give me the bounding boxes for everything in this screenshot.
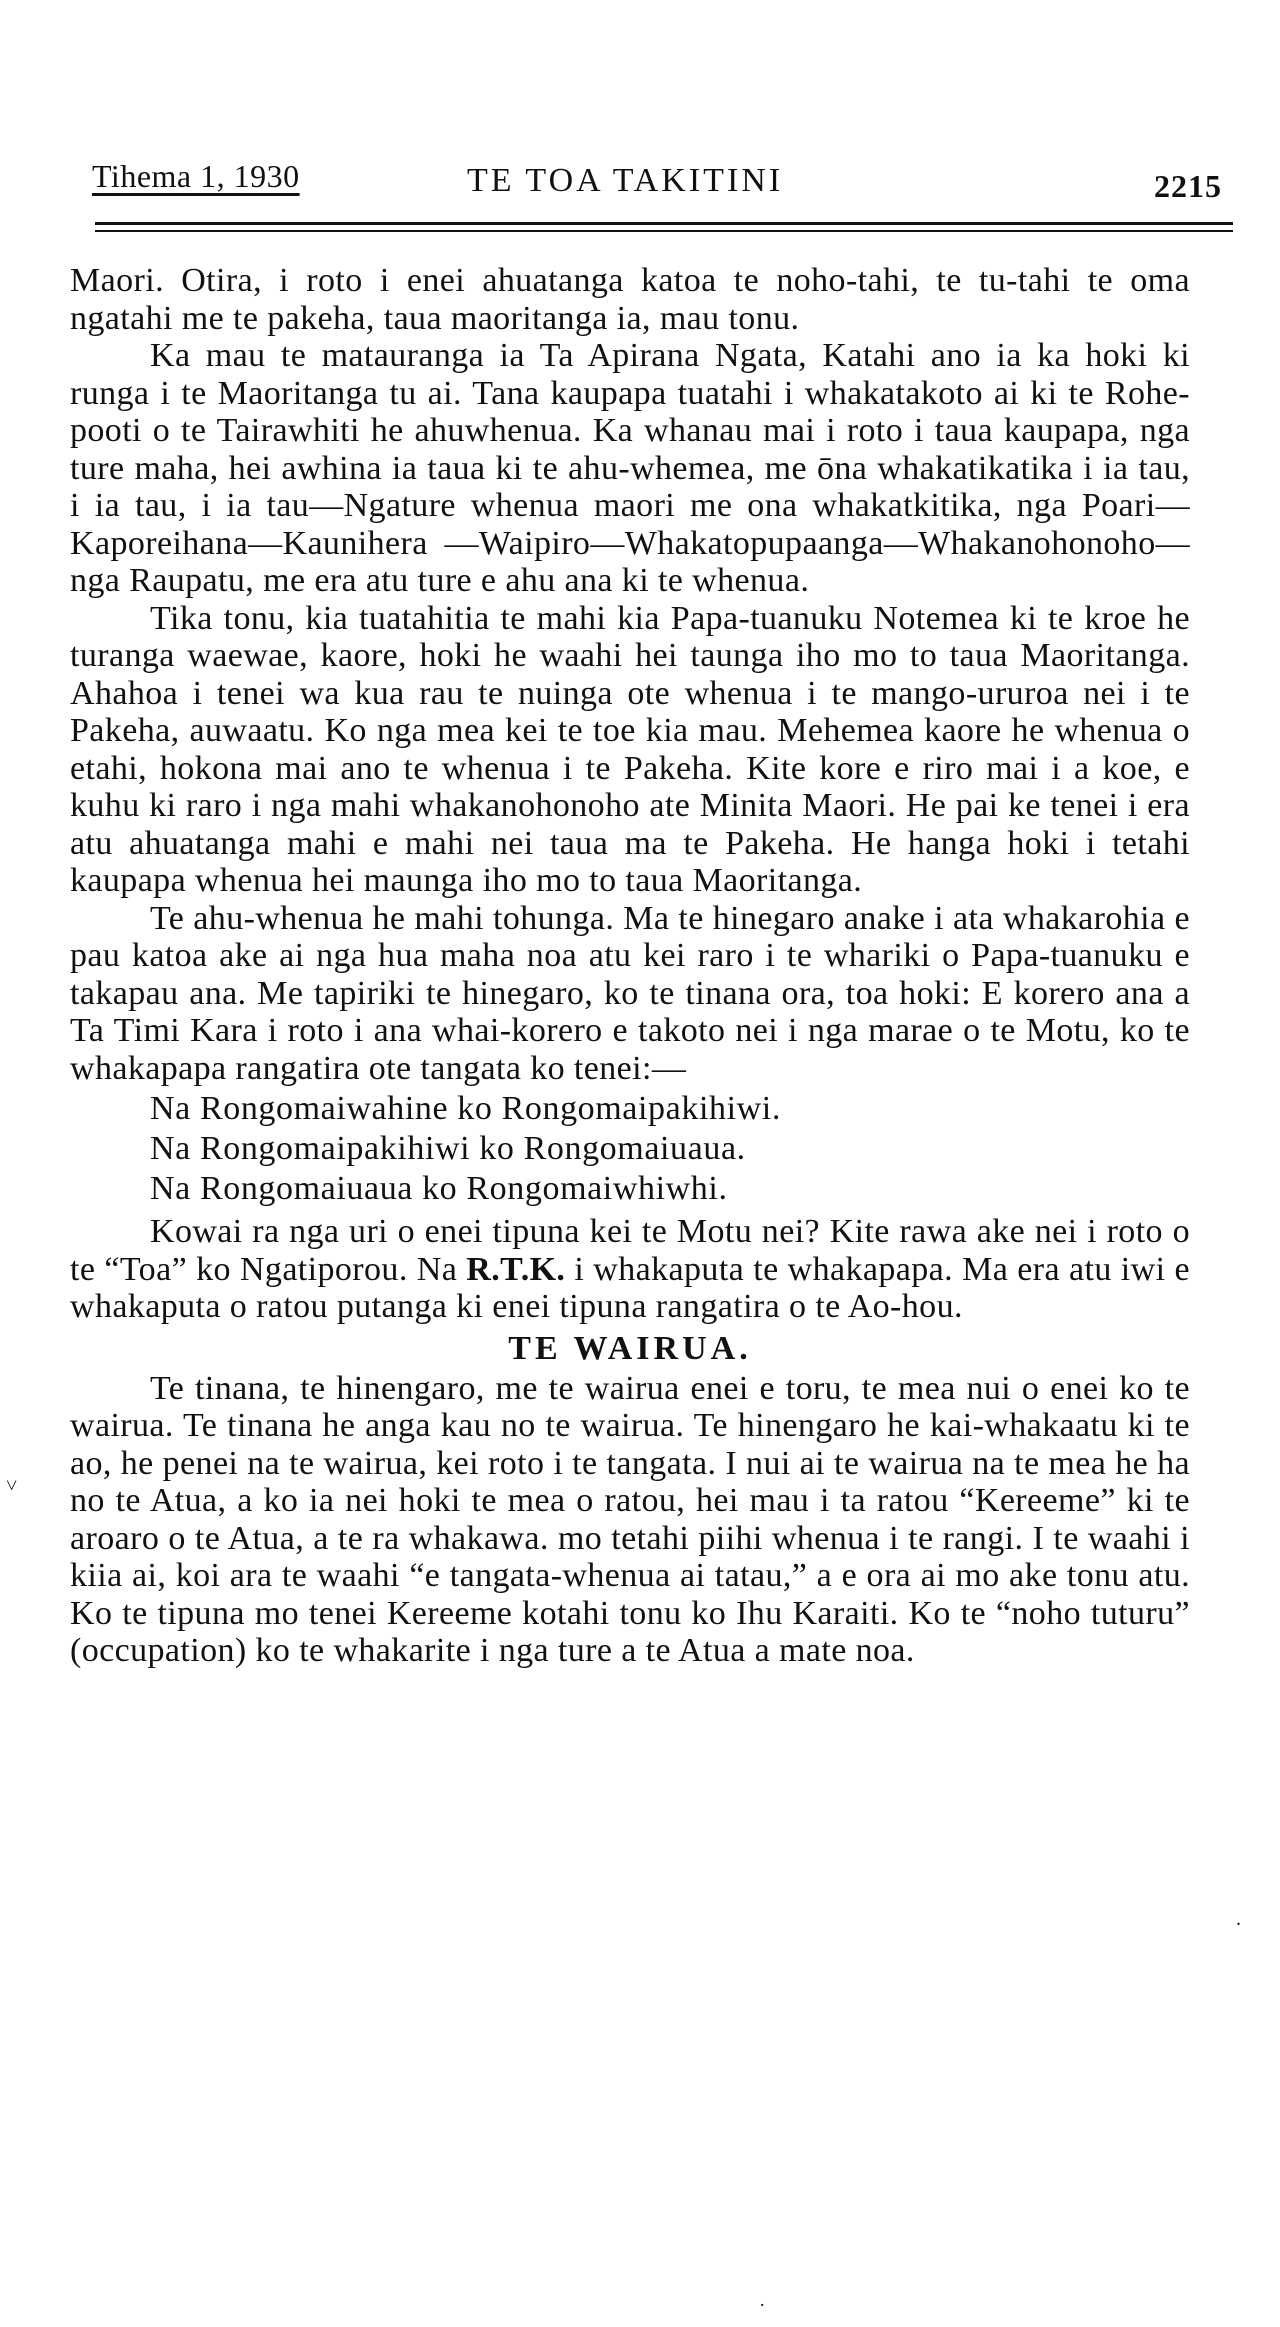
footer-dot: . — [760, 2290, 765, 2310]
paragraph-4: Te ahu-whenua he mahi tohunga. Ma te hinegaro anake i ata whakarohia e pau katoa ake ai nga hua maha noa atu kei raro i te whariki o Papa-tuanuku e takapau ana. Me tapiriki te hinegaro, ko te tinana ora, toa hoki: E korero ana a Ta Timi Kara i roto i ana whai-korero e takoto nei i nga marae o te Motu, ko te whakapapa rangatira ote tangata ko tenei:— — [70, 899, 1190, 1087]
paragraph-6: Te tinana, te hinengaro, me te wairua enei e toru, te mea nui o enei ko te wairua. Te tinana he anga kau no te wairua. Te hinengaro he kai-whakaatu ki te ao, he penei na te wairua, kei roto i te tangata. I nui ai te wairua na te mea he ha no te Atua, a ko ia nei hoki te mea o ratou, hei mau i ta ratou “Kereeme” ki te aroaro o te Atua, a te ra whakawa. mo tetahi piihi whenua i te rangi. I te waahi i kiia ai, koi ara te waahi “e tangata-whenua ai tatau,” a e ora ai mo ake tonu atu. Ko te tipuna mo tenei Kereeme kotahi tonu ko Ihu Karaiti. Ko te “noho tuturu” (occupation) ko te whakarite i nga ture a te Atua a mate noa. — [70, 1369, 1190, 1669]
genealogy-list — [150, 1089, 1190, 1209]
page-header — [92, 158, 1232, 228]
article-body — [70, 262, 1190, 1670]
header-title: TE TOA TAKITINI — [467, 162, 784, 199]
margin-mark: ˅ — [6, 1475, 18, 1497]
paragraph-5 — [70, 1213, 1190, 1326]
header-rule-secondary — [95, 230, 1233, 232]
genealogy-line: Na Rongomaipakihiwi ko Rongomaiuaua. — [150, 1130, 746, 1167]
paragraph-2: Ka mau te matauranga ia Ta Apirana Ngata, Katahi ano ia ka hoki ki runga i te Maoritanga tu ai. Tana kaupapa tuatahi i whakatakoto ai ki te Rohe-pooti o te Tairawhiti he ahuwhenua. Ka whanau mai i roto i taua kaupapa, nga ture maha, hei awhina ia taua ki te ahu-whemea, me ōna whakatikatika i ia tau, i ia tau, i ia tau—Ngature whenua maori me ona whakatkitika, nga Poari—Kaporeihana—Kaunihera —Waipiro—Whakatopupaanga—Whakanohonoho—nga Raupatu, me era atu ture e ahu ana ki te whenua. — [70, 337, 1190, 599]
paragraph-5-text-a: Kowai ra nga uri o enei tipuna kei te Motu nei? Kite rawa ake nei i roto o te “Toa” ko Ngatiporou. Na — [70, 1213, 1190, 1288]
paragraph-1: Maori. Otira, i roto i enei ahuatanga katoa te noho-tahi, te tu-tahi te oma ngatahi me te pakeha, taua maoritanga ia, mau tonu. — [70, 262, 1190, 337]
header-date: Tihema 1, 1930 — [92, 158, 300, 194]
header-rule — [95, 222, 1233, 225]
paragraph-5-text-b: i whakaputa te whakapapa. Ma era atu iwi e whakaputa o ratou putanga ki enei tipuna rangatira o te Ao-hou. — [70, 1250, 1190, 1325]
paragraph-5-initials: R.T.K. — [466, 1250, 566, 1288]
genealogy-line: Na Rongomaiuaua ko Rongomaiwhiwhi. — [150, 1170, 728, 1207]
section-heading: TE WAIRUA. — [508, 1329, 752, 1367]
margin-dot: . — [1236, 1908, 1241, 1930]
genealogy-line: Na Rongomaiwahine ko Rongomaipakihiwi. — [150, 1090, 781, 1127]
page-number: 2215 — [1154, 168, 1222, 204]
paragraph-3: Tika tonu, kia tuatahitia te mahi kia Papa-tuanuku Notemea ki te kroe he turanga waewae, kaore, hoki he waahi hei taunga iho mo to taua Maoritanga. Ahahoa i tenei wa kua rau te nuinga ote whenua i te mango-ururoa nei i te Pakeha, auwaatu. Ko nga mea kei te toe kia mau. Mehemea kaore he whenua o etahi, hokona mai ano te whenua i te Pakeha. Kite kore e riro mai i a koe, e kuhu ki raro i nga mahi whakanohonoho ate Minita Maori. He pai ke tenei i era atu ahuatanga mahi e mahi nei taua ma te Pakeha. He hanga hoki i tetahi kaupapa whenua hei maunga iho mo to taua Maoritanga. — [70, 599, 1190, 899]
